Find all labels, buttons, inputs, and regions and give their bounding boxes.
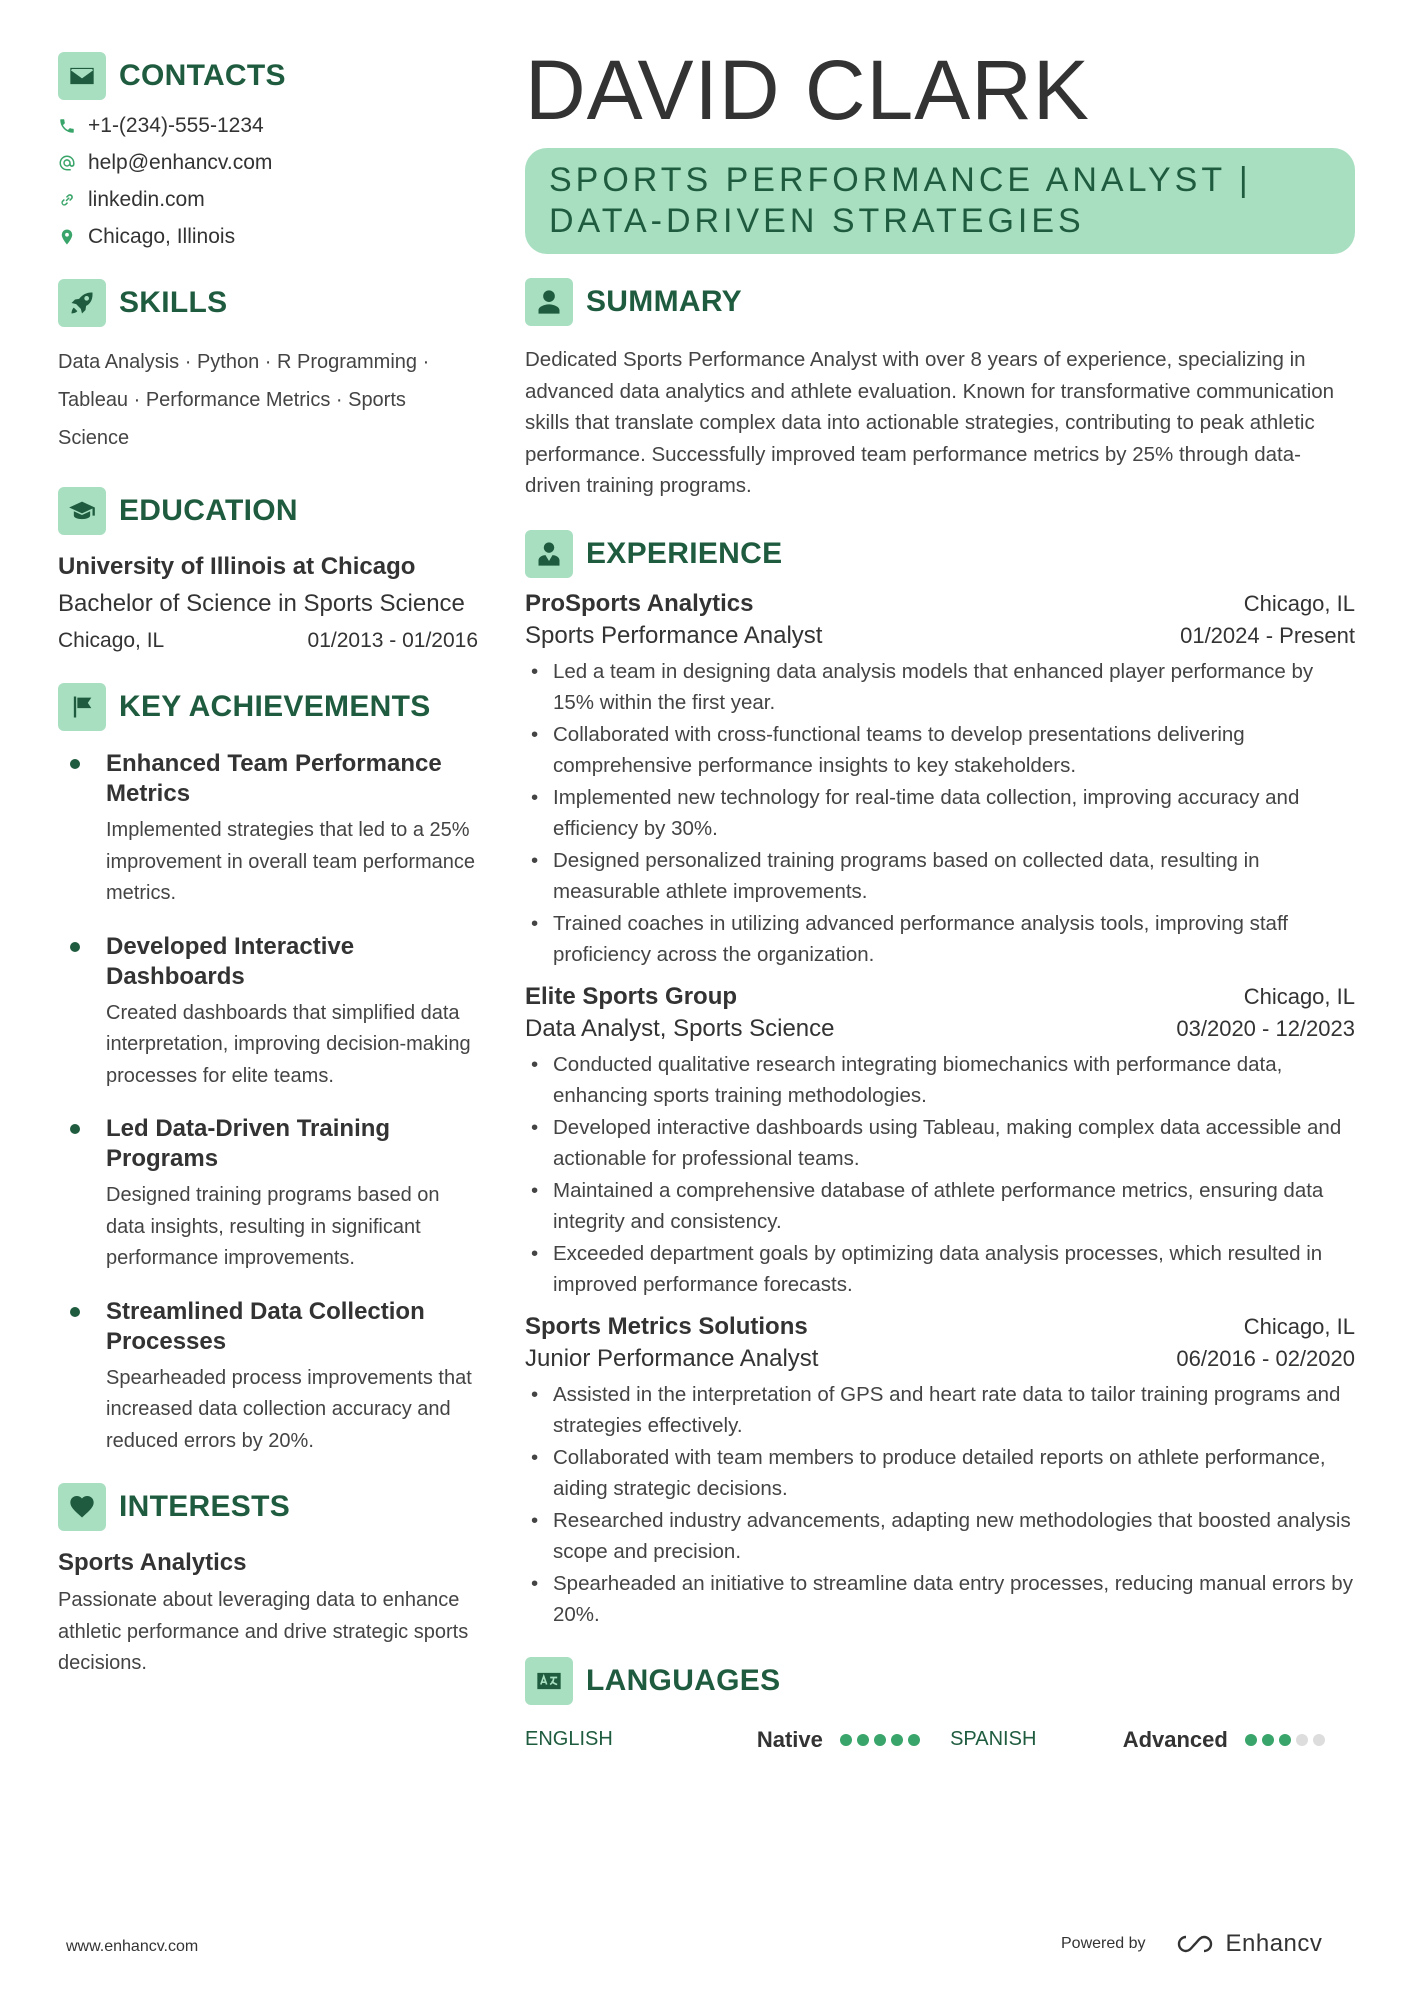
location-pin-icon bbox=[58, 228, 76, 246]
email-text: help@enhancv.com bbox=[88, 151, 273, 174]
achievement-desc: Implemented strategies that led to a 25% improvement in overall team performance metrics. bbox=[106, 819, 476, 904]
candidate-name: DAVID CLARK bbox=[525, 43, 1090, 137]
powered-by-text: Powered by bbox=[1061, 1935, 1146, 1952]
experience-title: EXPERIENCE bbox=[586, 536, 783, 570]
job-bullet: • Developed interactive dashboards using Tableau, making complex data accessible and actionable for professional teams. bbox=[525, 1112, 1355, 1175]
job-entry bbox=[525, 983, 1355, 1301]
rocket-icon bbox=[58, 279, 106, 327]
job-company: Sports Metrics Solutions bbox=[525, 1312, 808, 1340]
job-bullet: • Trained coaches in utilizing advanced performance analysis tools, improving staff proficiency across the organization. bbox=[525, 908, 1355, 971]
proficiency-dot bbox=[908, 1734, 920, 1746]
interests-header bbox=[58, 1483, 478, 1531]
skills-header bbox=[58, 279, 478, 327]
achievement-item bbox=[58, 932, 478, 1093]
envelope-icon bbox=[58, 52, 106, 100]
proficiency-dot bbox=[891, 1734, 903, 1746]
edu-location: Chicago, IL bbox=[58, 629, 165, 652]
education-title: EDUCATION bbox=[119, 494, 298, 527]
proficiency-dot bbox=[1279, 1734, 1291, 1746]
graduation-cap-icon bbox=[58, 487, 106, 535]
education-entry bbox=[58, 553, 478, 653]
left-column bbox=[58, 52, 478, 1680]
language-level: Native bbox=[756, 1726, 823, 1752]
job-location: Chicago, IL bbox=[1243, 983, 1355, 1009]
interests-title: INTERESTS bbox=[119, 1490, 291, 1523]
translate-icon bbox=[525, 1657, 573, 1705]
job-location: Chicago, IL bbox=[1243, 590, 1355, 616]
job-location: Chicago, IL bbox=[1243, 1313, 1355, 1339]
proficiency-dot bbox=[874, 1734, 886, 1746]
job-dates: 03/2020 - 12/2023 bbox=[1176, 1015, 1355, 1041]
enhancv-logo-icon bbox=[1172, 1932, 1218, 1956]
interest-title: Sports Analytics bbox=[58, 1549, 247, 1576]
proficiency-dot bbox=[1296, 1734, 1308, 1746]
job-company: Elite Sports Group bbox=[525, 982, 738, 1010]
job-company: ProSports Analytics bbox=[525, 589, 754, 617]
experience-header bbox=[525, 530, 1355, 578]
language-name: ENGLISH bbox=[525, 1728, 613, 1750]
flag-icon bbox=[58, 683, 106, 731]
footer-brand[interactable] bbox=[1061, 1930, 1322, 1958]
right-column bbox=[525, 40, 1355, 1753]
at-icon bbox=[58, 154, 76, 172]
user-icon bbox=[525, 278, 573, 326]
footer-website[interactable]: www.enhancv.com bbox=[66, 1938, 199, 1955]
job-dates: 01/2024 - Present bbox=[1180, 622, 1355, 648]
proficiency-dot bbox=[1245, 1734, 1257, 1746]
summary-text: Dedicated Sports Performance Analyst with over 8 years of experience, specializing in advanced data analytics and athlete evaluation. Known for transformative communication skills that translate complex data into actionable strategies, contributing to peak athletic performance. Successfully improved team performance metrics by 25% through data-driven training programs. bbox=[525, 348, 1335, 497]
achievement-desc: Created dashboards that simplified data interpretation, improving decision-making processes for elite teams. bbox=[106, 1001, 471, 1087]
location-text: Chicago, Illinois bbox=[88, 225, 236, 248]
achievement-title: Streamlined Data Collection Processes bbox=[106, 1297, 425, 1355]
job-bullet: • Collaborated with team members to produce detailed reports on athlete performance, aiding strategic decisions. bbox=[525, 1442, 1355, 1505]
contact-linkedin[interactable] bbox=[58, 188, 478, 212]
job-bullets bbox=[525, 656, 1355, 971]
bullet-dot-icon bbox=[70, 942, 80, 952]
job-bullet: • Designed personalized training programs based on collected data, resulting in measurable athlete improvements. bbox=[525, 845, 1355, 908]
proficiency-dots bbox=[840, 1734, 950, 1746]
skills-title: SKILLS bbox=[119, 286, 228, 319]
contact-email[interactable] bbox=[58, 151, 478, 175]
interest-item bbox=[58, 1549, 478, 1680]
edu-dates: 01/2013 - 01/2016 bbox=[307, 629, 478, 652]
languages-header bbox=[525, 1657, 1355, 1705]
achievement-item bbox=[58, 749, 478, 910]
job-bullet: • Exceeded department goals by optimizing data analysis processes, which resulted in improved performance forecasts. bbox=[525, 1238, 1355, 1301]
proficiency-dots bbox=[1245, 1734, 1355, 1746]
languages-title: LANGUAGES bbox=[586, 1663, 781, 1697]
achievement-desc: Spearheaded process improvements that increased data collection accuracy and reduced errors by 20%. bbox=[106, 1366, 472, 1452]
proficiency-dot bbox=[1313, 1734, 1325, 1746]
proficiency-dot bbox=[1262, 1734, 1274, 1746]
briefcase-person-icon bbox=[525, 530, 573, 578]
phone-text: +1-(234)-555-1234 bbox=[88, 114, 264, 137]
job-bullet: • Conducted qualitative research integrating biomechanics with performance data, enhancing sports training methodologies. bbox=[525, 1049, 1355, 1112]
languages-list bbox=[525, 1727, 1355, 1753]
language-level: Advanced bbox=[1122, 1726, 1228, 1752]
achievement-title: Led Data-Driven Training Programs bbox=[106, 1115, 391, 1172]
summary-header bbox=[525, 278, 1355, 326]
achievements-header bbox=[58, 683, 478, 731]
bullet-dot-icon bbox=[70, 1124, 80, 1134]
brand-name: Enhancv bbox=[1225, 1930, 1323, 1957]
job-dates: 06/2016 - 02/2020 bbox=[1176, 1345, 1355, 1371]
achievement-title: Enhanced Team Performance Metrics bbox=[106, 750, 442, 807]
interest-desc: Passionate about leveraging data to enhance athletic performance and drive strategic sports decisions. bbox=[58, 1589, 469, 1674]
heart-icon bbox=[58, 1483, 106, 1531]
job-role: Junior Performance Analyst bbox=[525, 1344, 819, 1372]
bullet-dot-icon bbox=[70, 1307, 80, 1317]
edu-degree: Bachelor of Science in Sports Science bbox=[58, 590, 465, 617]
achievements-title: KEY ACHIEVEMENTS bbox=[119, 690, 431, 723]
contacts-header bbox=[58, 52, 478, 100]
headline-banner: SPORTS PERFORMANCE ANALYST | DATA-DRIVEN STRATEGIES bbox=[525, 148, 1355, 254]
job-role: Sports Performance Analyst bbox=[525, 621, 823, 649]
proficiency-dot bbox=[857, 1734, 869, 1746]
job-entry bbox=[525, 1313, 1355, 1631]
job-bullet: • Assisted in the interpretation of GPS and heart rate data to tailor training programs and strategies effectively. bbox=[525, 1379, 1355, 1442]
job-bullet: • Collaborated with cross-functional teams to develop presentations delivering comprehensive performance insights to key stakeholders. bbox=[525, 719, 1355, 782]
link-icon bbox=[58, 191, 76, 209]
job-bullet: • Researched industry advancements, adapting new methodologies that boosted analysis scope and precision. bbox=[525, 1505, 1355, 1568]
job-bullet: • Maintained a comprehensive database of athlete performance metrics, ensuring data integrity and consistency. bbox=[525, 1175, 1355, 1238]
achievement-item bbox=[58, 1114, 478, 1275]
job-bullet: • Implemented new technology for real-time data collection, improving accuracy and efficiency by 30%. bbox=[525, 782, 1355, 845]
contact-phone[interactable] bbox=[58, 114, 478, 138]
achievement-item bbox=[58, 1297, 478, 1458]
job-bullets bbox=[525, 1049, 1355, 1301]
language-name: SPANISH bbox=[950, 1728, 1037, 1750]
skills-list: Data Analysis · Python · R Programming · Tableau · Performance Metrics · Sports Science bbox=[58, 351, 430, 449]
achievement-title: Developed Interactive Dashboards bbox=[106, 932, 355, 990]
contacts-title: CONTACTS bbox=[119, 59, 286, 92]
job-bullets bbox=[525, 1379, 1355, 1631]
achievements-list bbox=[58, 749, 478, 1457]
job-bullet: • Spearheaded an initiative to streamline data entry processes, reducing manual errors by 20%. bbox=[525, 1568, 1355, 1631]
job-role: Data Analyst, Sports Science bbox=[525, 1014, 835, 1042]
achievement-desc: Designed training programs based on data insights, resulting in significant performance improvements. bbox=[106, 1184, 440, 1269]
job-bullet: • Led a team in designing data analysis models that enhanced player performance by 15% within the first year. bbox=[525, 656, 1355, 719]
summary-title: SUMMARY bbox=[586, 285, 742, 318]
contact-location bbox=[58, 225, 478, 249]
edu-school: University of Illinois at Chicago bbox=[58, 553, 416, 580]
proficiency-dot bbox=[840, 1734, 852, 1746]
linkedin-text: linkedin.com bbox=[88, 188, 205, 211]
phone-icon bbox=[58, 117, 76, 135]
job-entry bbox=[525, 590, 1355, 971]
education-header bbox=[58, 487, 478, 535]
bullet-dot-icon bbox=[70, 759, 80, 769]
